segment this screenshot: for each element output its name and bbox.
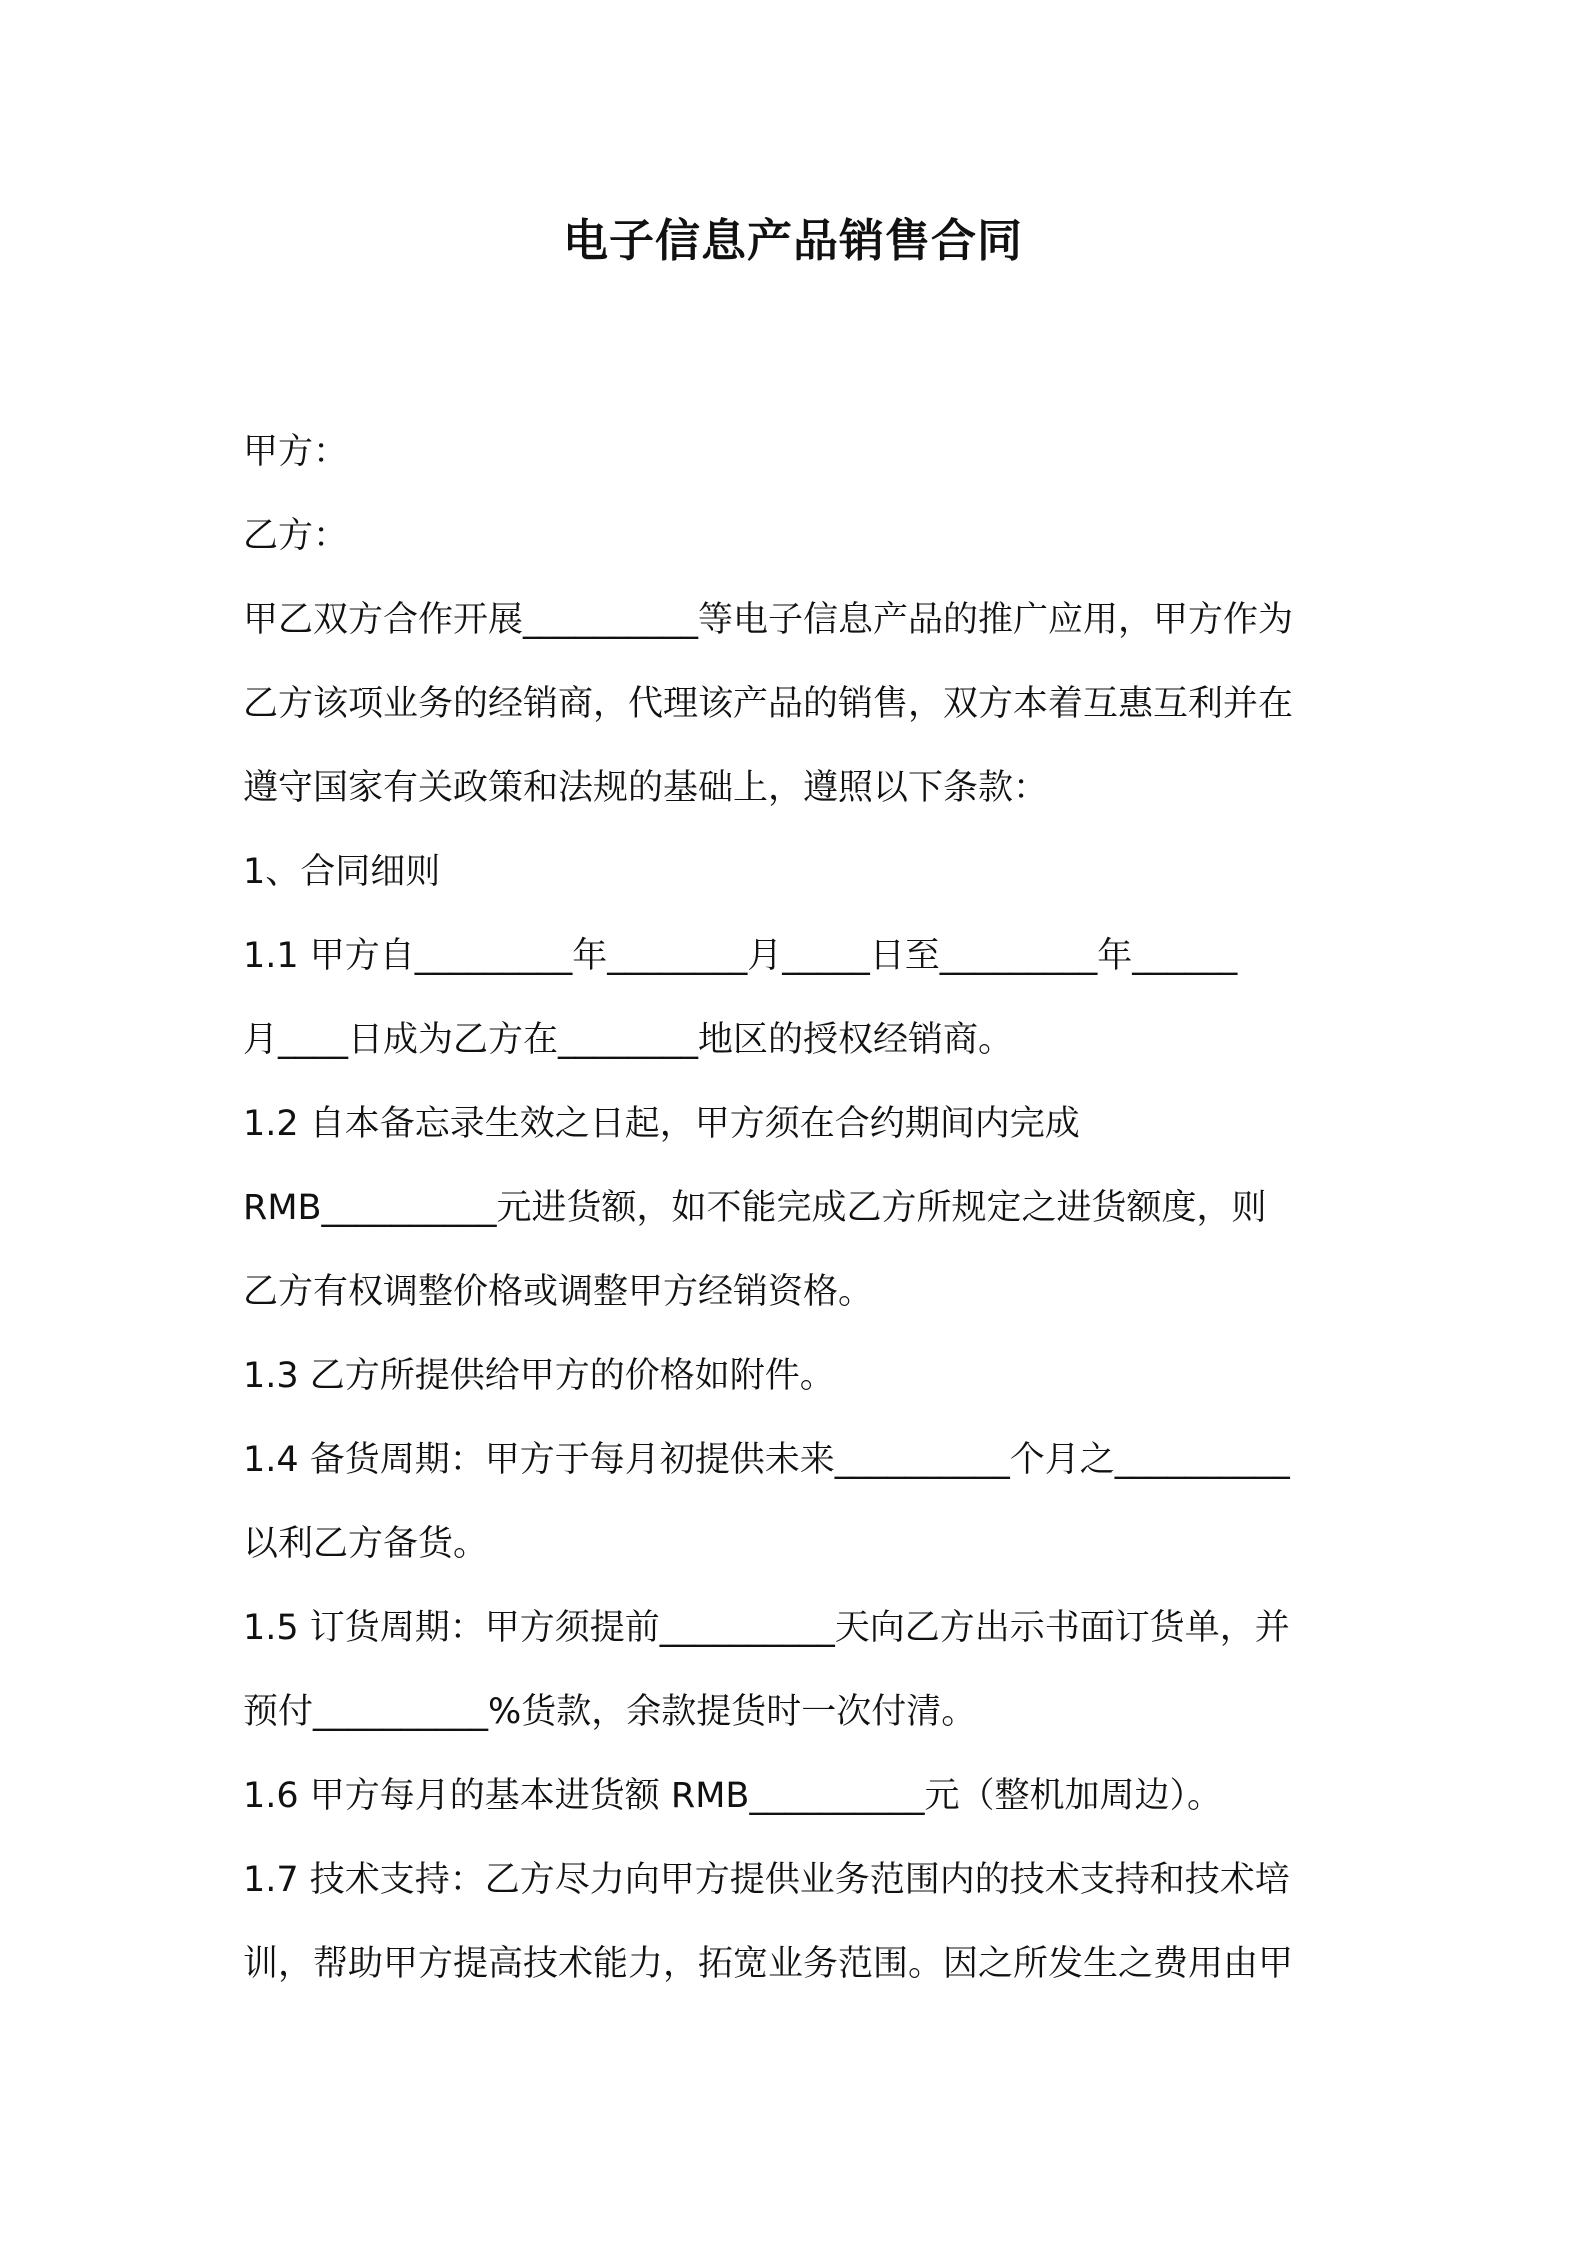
clause-line: 1.3 乙方所提供给甲方的价格如附件。 xyxy=(243,1356,835,1396)
clause-line: 1.5 订货周期：甲方须提前__________天向乙方出示书面订货单，并 xyxy=(243,1608,1290,1648)
paragraph-line: 甲乙双方合作开展__________等电子信息产品的推广应用，甲方作为 xyxy=(243,600,1294,640)
party-b-line: 乙方： xyxy=(243,516,349,556)
section-heading: 1、合同细则 xyxy=(243,852,441,892)
clause-line: 1.1 甲方自_________年________月_____日至_________年______ xyxy=(243,936,1238,976)
clause-line: RMB__________元进货额，如不能完成乙方所规定之进货额度，则 xyxy=(243,1188,1267,1228)
clause-line: 训，帮助甲方提高技术能力，拓宽业务范围。因之所发生之费用由甲 xyxy=(243,1944,1294,1984)
clause-line: 以利乙方备货。 xyxy=(243,1524,489,1564)
document-body xyxy=(243,410,1358,2006)
clause-line: 1.7 技术支持：乙方尽力向甲方提供业务范围内的技术支持和技术培 xyxy=(243,1860,1290,1900)
clause-line: 乙方有权调整价格或调整甲方经销资格。 xyxy=(243,1272,874,1312)
paragraph-line: 遵守国家有关政策和法规的基础上，遵照以下条款： xyxy=(243,768,1049,808)
clause-line: 1.6 甲方每月的基本进货额 RMB__________元（整机加周边）。 xyxy=(243,1776,1222,1816)
clause-line: 月____日成为乙方在________地区的授权经销商。 xyxy=(243,1020,1014,1060)
clause-line: 1.2 自本备忘录生效之日起，甲方须在合约期间内完成 xyxy=(243,1104,1080,1144)
paragraph-line: 乙方该项业务的经销商，代理该产品的销售，双方本着互惠互利并在 xyxy=(243,684,1294,724)
clause-line: 预付__________%货款，余款提货时一次付清。 xyxy=(243,1692,977,1732)
party-a-line: 甲方： xyxy=(243,432,349,472)
document-title: 电子信息产品销售合同 xyxy=(562,214,1023,267)
clause-line: 1.4 备货周期：甲方于每月初提供未来__________个月之__________ xyxy=(243,1440,1290,1480)
